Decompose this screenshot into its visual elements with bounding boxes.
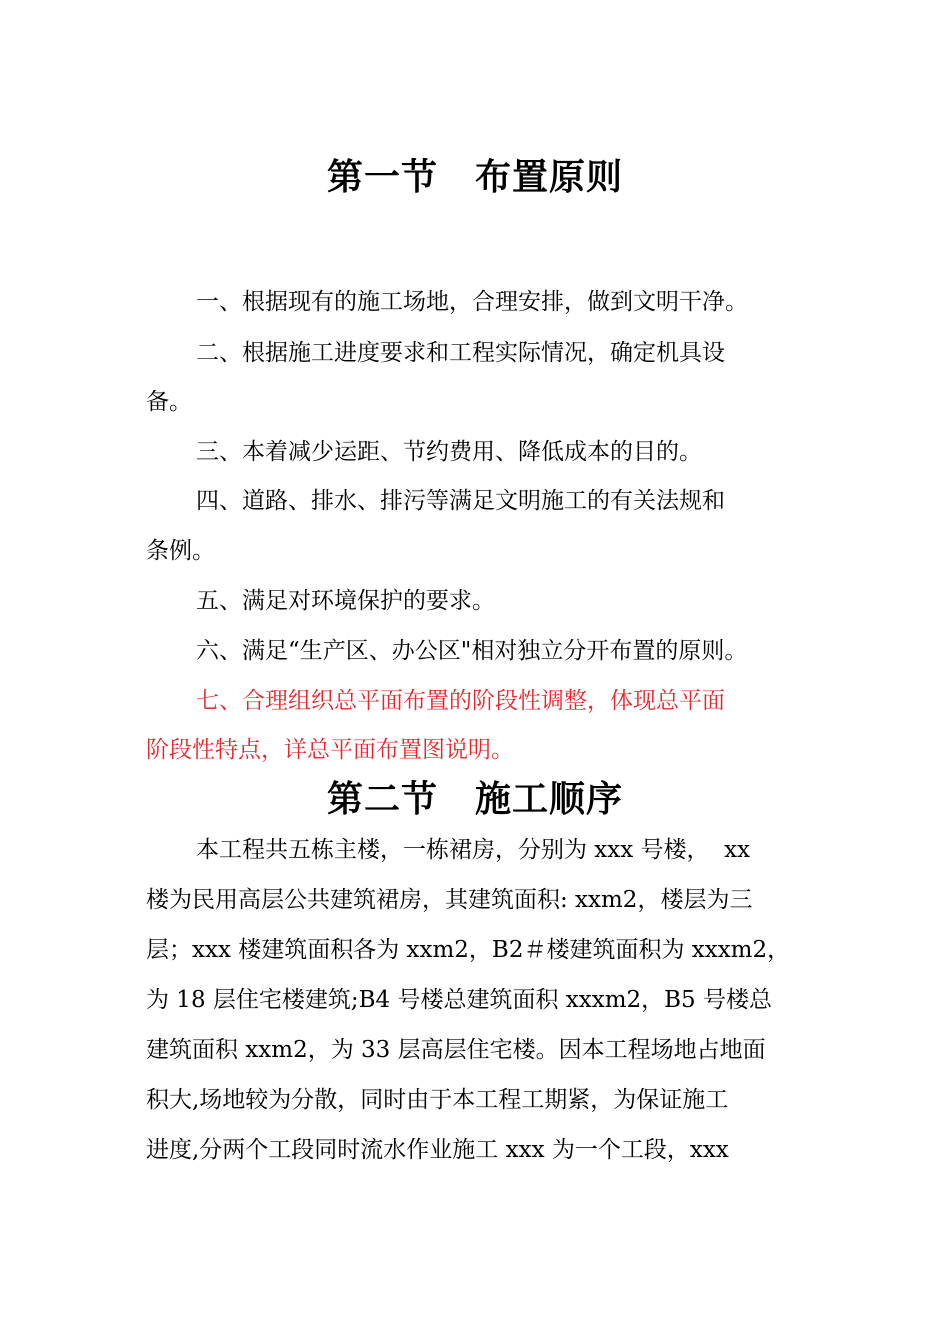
principle-7-line-2: 阶段性特点，详总平面布置图说明。 <box>146 737 514 763</box>
principle-2-line-1: 二、根据施工进度要求和工程实际情况，确定机具设 <box>196 340 725 366</box>
principle-4-line-1: 四、道路、排水、排污等满足文明施工的有关法规和 <box>196 488 725 514</box>
principle-2-line-2: 备。 <box>146 389 192 415</box>
sequence-paragraph-line-4: 为 18 层住宅楼建筑;B4 号楼总建筑面积 xxxm2，B5 号楼总 <box>146 987 772 1013</box>
principle-1: 一、根据现有的施工场地，合理安排，做到文明干净。 <box>196 289 748 315</box>
section-2-title: 第二节 施工顺序 <box>326 779 623 820</box>
sequence-paragraph-line-6: 积大,场地较为分散，同时由于本工程工期紧，为保证施工 <box>146 1087 729 1113</box>
principle-4-line-2: 条例。 <box>146 538 215 564</box>
sequence-paragraph-line-2: 楼为民用高层公共建筑裙房，其建筑面积: xxm2，楼层为三 <box>146 887 753 913</box>
section-1-title: 第一节 布置原则 <box>326 157 623 198</box>
sequence-paragraph-line-5: 建筑面积 xxm2，为 33 层高层住宅楼。因本工程场地占地面 <box>146 1037 766 1063</box>
principle-7-line-1: 七、合理组织总平面布置的阶段性调整，体现总平面 <box>196 688 725 714</box>
principle-6: 六、满足“生产区、办公区"相对独立分开布置的原则。 <box>196 638 748 664</box>
sequence-paragraph-line-1: 本工程共五栋主楼，一栋裙房，分别为 xxx 号楼， xx <box>196 837 751 863</box>
sequence-paragraph-line-3: 层；xxx 楼建筑面积各为 xxm2，B2＃楼建筑面积为 xxxm2， <box>146 937 791 963</box>
sequence-paragraph-line-7: 进度,分两个工段同时流水作业施工 xxx 为一个工段，xxx <box>146 1137 729 1163</box>
principle-5: 五、满足对环境保护的要求。 <box>196 588 495 614</box>
principle-3: 三、本着减少运距、节约费用、降低成本的目的。 <box>196 439 702 465</box>
